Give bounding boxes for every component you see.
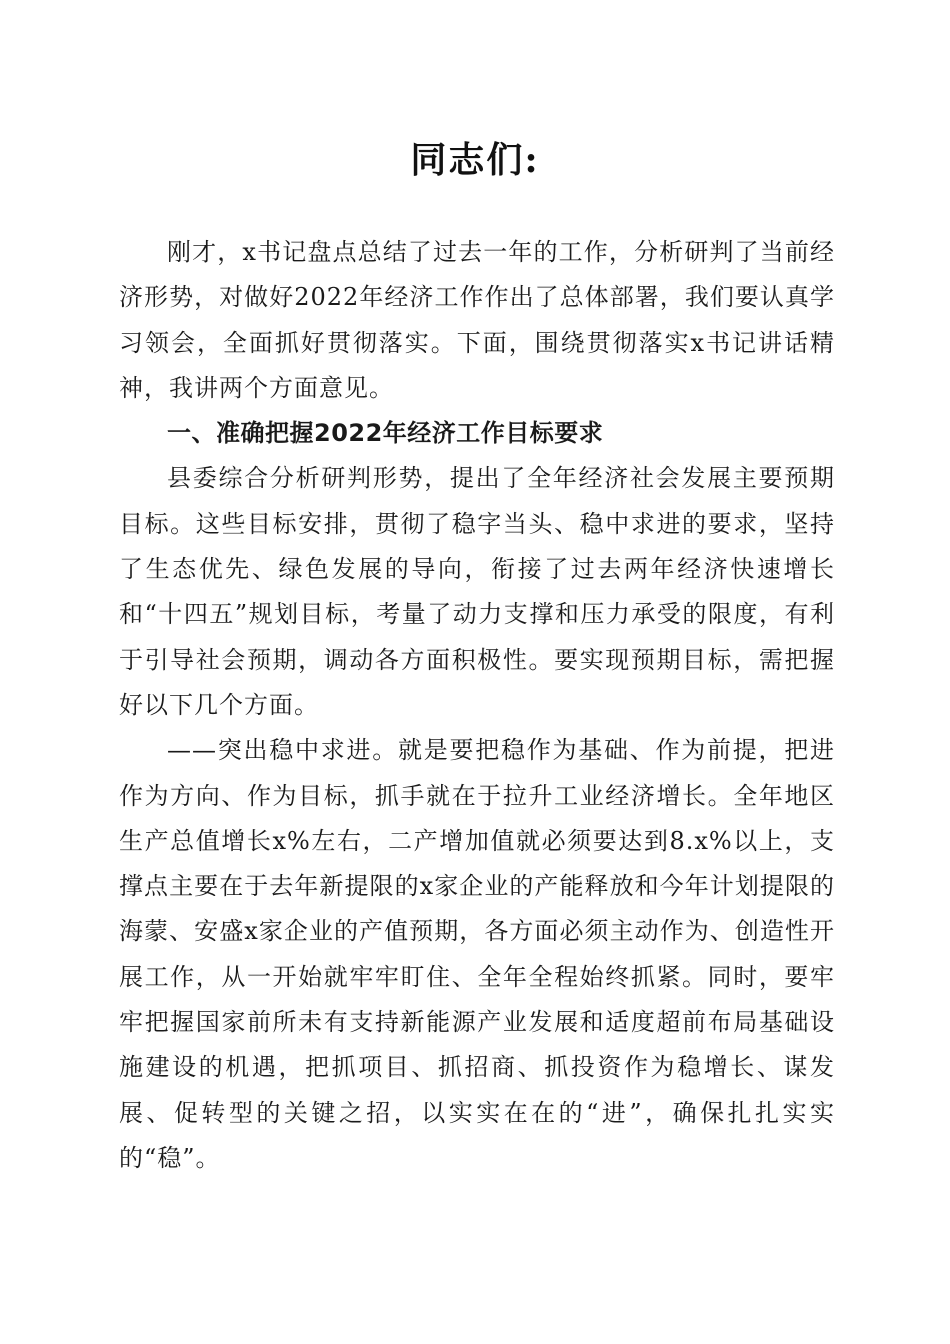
intro-paragraph: 刚才，x书记盘点总结了过去一年的工作，分析研判了当前经济形势，对做好2022年经济工作作出了总体部署，我们要认真学习领会，全面抓好贯彻落实。下面，围绕贯彻落实x书记讲话精神，我讲两个方面意见。 xyxy=(119,238,835,402)
document-body xyxy=(119,230,835,1181)
stability-paragraph: ——突出稳中求进。就是要把稳作为基础、作为前提，把进作为方向、作为目标，抓手就在于拉升工业经济增长。全年地区生产总值增长x%左右，二产增加值就必须要达到8.x%以上，支撑点主要在于去年新提限的x家企业的产能释放和今年计划提限的海蒙、安盛x家企业的产值预期，各方面必须主动作为、创造性开展工作，从一开始就牢牢盯住、全年全程始终抓紧。同时，要牢牢把握国家前所未有支持新能源产业发展和适度超前布局基础设施建设的机遇，把抓项目、抓招商、抓投资作为稳增长、谋发展、促转型的关键之招，以实实在在的“进”，确保扎扎实实的“稳”。 xyxy=(119,736,835,1172)
document-title: 同志们: xyxy=(410,139,540,181)
section-heading: 一、准确把握2022年经济工作目标要求 xyxy=(167,419,604,448)
goals-paragraph: 县委综合分析研判形势，提出了全年经济社会发展主要预期目标。这些目标安排，贯彻了稳字当头、稳中求进的要求，坚持了生态优先、绿色发展的导向，衔接了过去两年经济快速增长和“十四五”规划目标，考量了动力支撑和压力承受的限度，有利于引导社会预期，调动各方面积极性。要实现预期目标，需把握好以下几个方面。 xyxy=(119,464,835,719)
